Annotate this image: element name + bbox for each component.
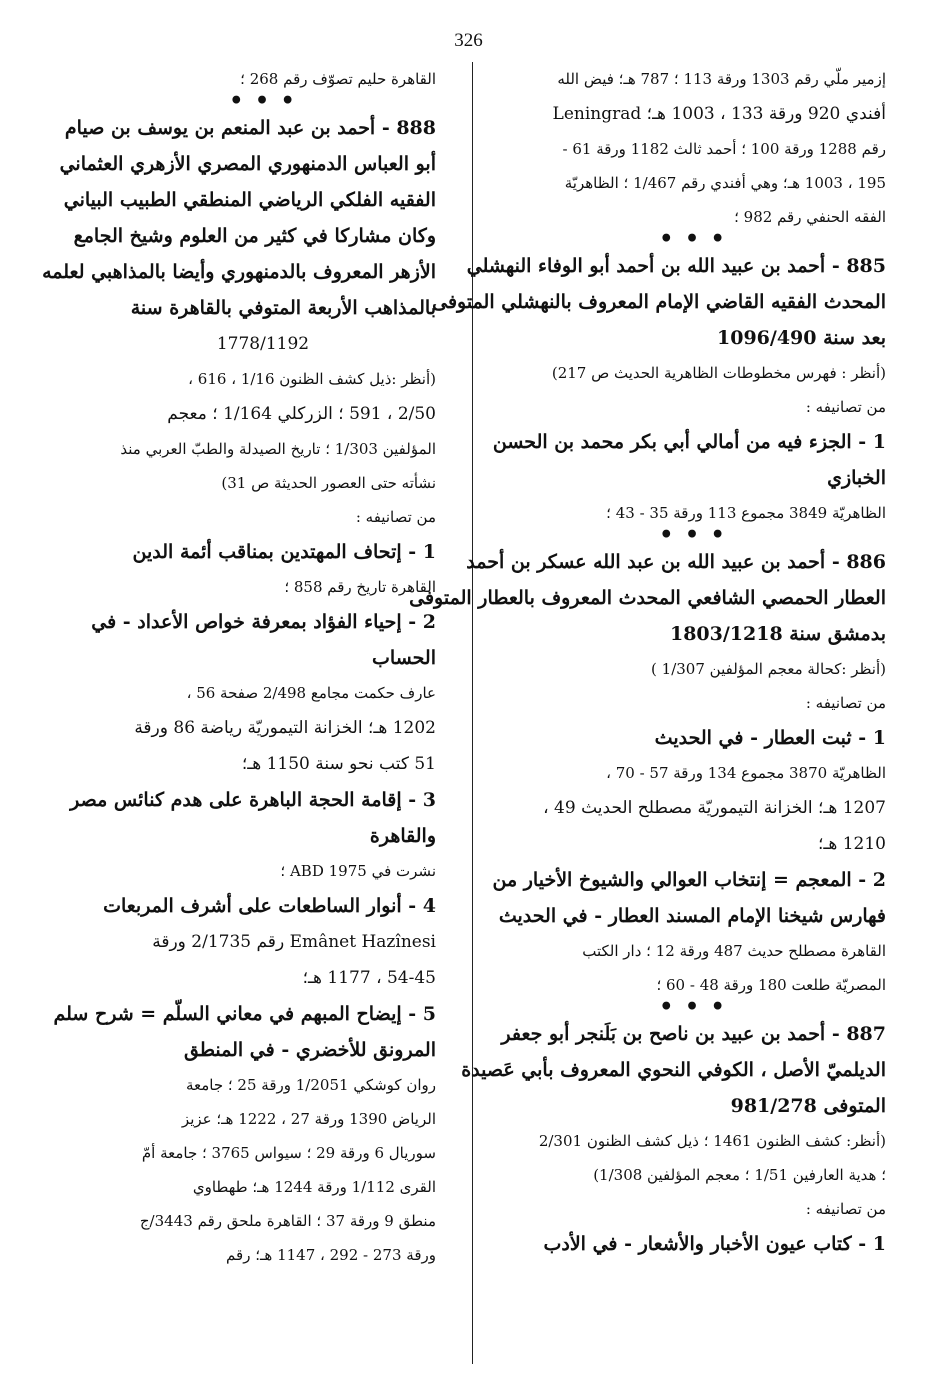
- left-column-line: الأزهر المعروف بالدمنهوري وأيضا بالمذاهبي لعلمه: [42, 261, 436, 283]
- right-column-line: بدمشق سنة 1803/1218: [669, 623, 886, 645]
- left-column-line: سوريال 6 ورقة 29 ؛ سيواس 3765 ؛ جامعة أمّ: [141, 1144, 436, 1162]
- left-column: [42, 62, 436, 1272]
- left-column-line: 2 - إحياء الفؤاد بمعرفة خواص الأعداد - في: [91, 611, 436, 633]
- right-column-line: 1 - ثبت العطار - في الحديث: [654, 727, 886, 749]
- left-column-line: الفقيه الفلكي الرياضي المنطقي الطبيب البياني: [63, 189, 436, 211]
- right-column-line: الديلميّ الأصل ، الكوفي النحوي المعروف بأبي عَصيدة: [461, 1059, 886, 1081]
- section-separator: • • •: [229, 88, 297, 114]
- right-column-line: 1 - الجزء فيه من أمالي أبي بكر محمد بن الحسن: [492, 431, 886, 453]
- left-column-line: 4 - أنوار الساطعات على أشرف المربعات: [103, 895, 436, 917]
- right-column-line: فهارس شيخنا الإمام المسند العطار - في الحديث: [498, 905, 886, 927]
- left-column-line: (أنظر :ذيل كشف الظنون 1/16 ، 616 ،: [188, 370, 436, 388]
- right-column-line: 886 - أحمد بن عبيد الله بن عبد الله عسكر بن أحمد: [466, 551, 886, 573]
- right-column-line: (أنظر :كحالة معجم المؤلفين 1/307 ): [651, 660, 886, 678]
- right-column-line: القاهرة مصطلح حديث 487 ورقة 12 ؛ دار الكتب: [582, 942, 886, 960]
- right-column-line: أفندي 920 ورقة 133 ، 1003 هـ؛ Leningrad: [552, 104, 886, 124]
- left-column-line: 1778/1192: [216, 334, 310, 354]
- right-column-line: الظاهريّة 3870 مجموع 134 ورقة 57 - 70 ،: [606, 764, 886, 782]
- left-column-line: القاهرة تاريخ رقم 858 ؛: [284, 578, 436, 596]
- left-column-line: 51 كتب نحو سنة 1150 هـ؛: [241, 754, 436, 774]
- left-column-line: نشرت في 1975 ABD ؛: [280, 862, 436, 880]
- left-column-line: من تصانيفه :: [355, 508, 436, 526]
- right-column: [409, 62, 886, 1262]
- right-column-line: 1210 هـ؛: [817, 834, 886, 854]
- right-column-line: العطار الحمصي الشافعي المحدث المعروف بالعطار المتوفى: [409, 587, 886, 609]
- left-column-line: القرى 1/112 ورقة 1244 هـ؛ طهطاوي: [192, 1178, 436, 1196]
- section-separator: • • •: [659, 994, 727, 1020]
- right-column-line: من تصانيفه :: [805, 398, 886, 416]
- left-column-line: 888 - أحمد بن عبد المنعم بن يوسف بن صيام: [64, 117, 436, 139]
- left-column-line: 5 - إيضاح المبهم في معاني السلّم = شرح سلم: [53, 1003, 436, 1025]
- right-column-line: من تصانيفه :: [805, 1200, 886, 1218]
- right-column-line: (أنظر: كشف الظنون 1461 ؛ ذيل كشف الظنون 2/301: [538, 1132, 886, 1150]
- left-column-line: ورقة 273 - 292 ، 1147 هـ؛ رقم: [226, 1246, 436, 1264]
- left-column-line: المؤلفين 1/303 ؛ تاريخ الصيدلة والطبّ العربي منذ: [120, 440, 436, 458]
- right-column-line: الظاهريّة 3849 مجموع 113 ورقة 35 - 43 ؛: [606, 504, 886, 522]
- left-column-line: بالمذاهب الأربعة المتوفي بالقاهرة سنة: [130, 297, 436, 319]
- section-separator: • • •: [659, 226, 727, 252]
- right-column-line: رقم 1288 ورقة 100 ؛ أحمد ثالث 1182 ورقة 61 -: [562, 140, 886, 158]
- right-column-line: الخبازي: [827, 467, 886, 489]
- right-column-line: (أنظر : فهرس مخطوطات الظاهرية الحديث ص 217): [551, 364, 886, 382]
- right-column-line: إزمير ملّي رقم 1303 ورقة 113 ؛ 787 هـ؛ فيض الله: [557, 70, 886, 88]
- left-column-line: والقاهرة: [369, 825, 436, 847]
- left-column-line: منطق 9 ورقة 37 ؛ القاهرة ملحق رقم 3443/ج: [139, 1212, 436, 1230]
- left-column-line: 2/50 ، 591 ؛ الزركلي 1/164 ؛ معجم: [167, 404, 436, 424]
- left-column-line: 1 - إتحاف المهتدين بمناقب أئمة الدين: [132, 541, 436, 563]
- section-separator: • • •: [659, 522, 727, 548]
- right-column-line: المصريّة طلعت 180 ورقة 48 - 60 ؛: [656, 976, 886, 994]
- left-column-line: Emânet Hazînesi رقم 2/1735 ورقة: [152, 932, 436, 952]
- left-column-line: الرياض 1390 ورقة 27 ، 1222 هـ؛ عزيز: [181, 1110, 436, 1128]
- right-column-line: المحدث الفقيه القاضي الإمام المعروف بالنهشلي المتوفى: [432, 291, 886, 313]
- right-column-line: ؛ هدية العارفين 1/51 ؛ معجم المؤلفين 1/308): [593, 1166, 886, 1184]
- left-column-line: وكان مشاركا في كثير من العلوم وشيخ الجامع: [73, 225, 436, 247]
- left-column-line: الحساب: [372, 647, 436, 669]
- page-number: 326: [454, 30, 483, 51]
- left-column-line: المرونق للأخضري - في المنطق: [183, 1039, 436, 1061]
- right-column-line: الفقه الحنفي رقم 982 ؛: [734, 208, 886, 226]
- right-column-line: 885 - أحمد بن عبيد الله بن أحمد أبو الوفاء النهشلي: [466, 255, 886, 277]
- left-column-line: 54-45 ، 1177 هـ؛: [302, 968, 436, 988]
- left-column-line: 1202 هـ؛ الخزانة التيموريّة رياضة 86 ورقة: [134, 718, 436, 738]
- left-column-line: أبو العباس الدمنهوري المصري الأزهري العثماني: [59, 153, 436, 175]
- left-column-line: 3 - إقامة الحجة الباهرة على هدم كنائس مصر: [70, 789, 436, 811]
- left-column-line: نشأته حتى العصور الحديثة ص 31): [221, 474, 436, 492]
- left-column-line: القاهرة حليم تصوّف رقم 268 ؛: [240, 70, 436, 88]
- right-column-line: بعد سنة 1096/490: [717, 327, 886, 349]
- right-column-line: 2 - المعجم = إنتخاب العوالي والشيوخ الأخيار من: [492, 869, 886, 891]
- left-column-line: عارف حكمت مجامع 2/498 صفحة 56 ،: [186, 684, 436, 702]
- right-column-line: 1207 هـ؛ الخزانة التيموريّة مصطلح الحديث 49 ،: [543, 798, 886, 818]
- right-column-line: المتوفى 981/278: [730, 1095, 886, 1117]
- right-column-line: 887 - أحمد بن عبيد بن ناصح بن بَلَنجر أبو جعفر: [501, 1023, 886, 1045]
- right-column-line: من تصانيفه :: [805, 694, 886, 712]
- left-column-line: روان كوشكي 1/2051 ورقة 25 ؛ جامعة: [185, 1076, 436, 1094]
- right-column-line: 1 - كتاب عيون الأخبار والأشعار - في الأدب: [543, 1233, 886, 1255]
- right-column-line: 195 ، 1003 هـ؛ وهي أفندي رقم 1/467 ؛ الظاهريّة: [564, 174, 886, 192]
